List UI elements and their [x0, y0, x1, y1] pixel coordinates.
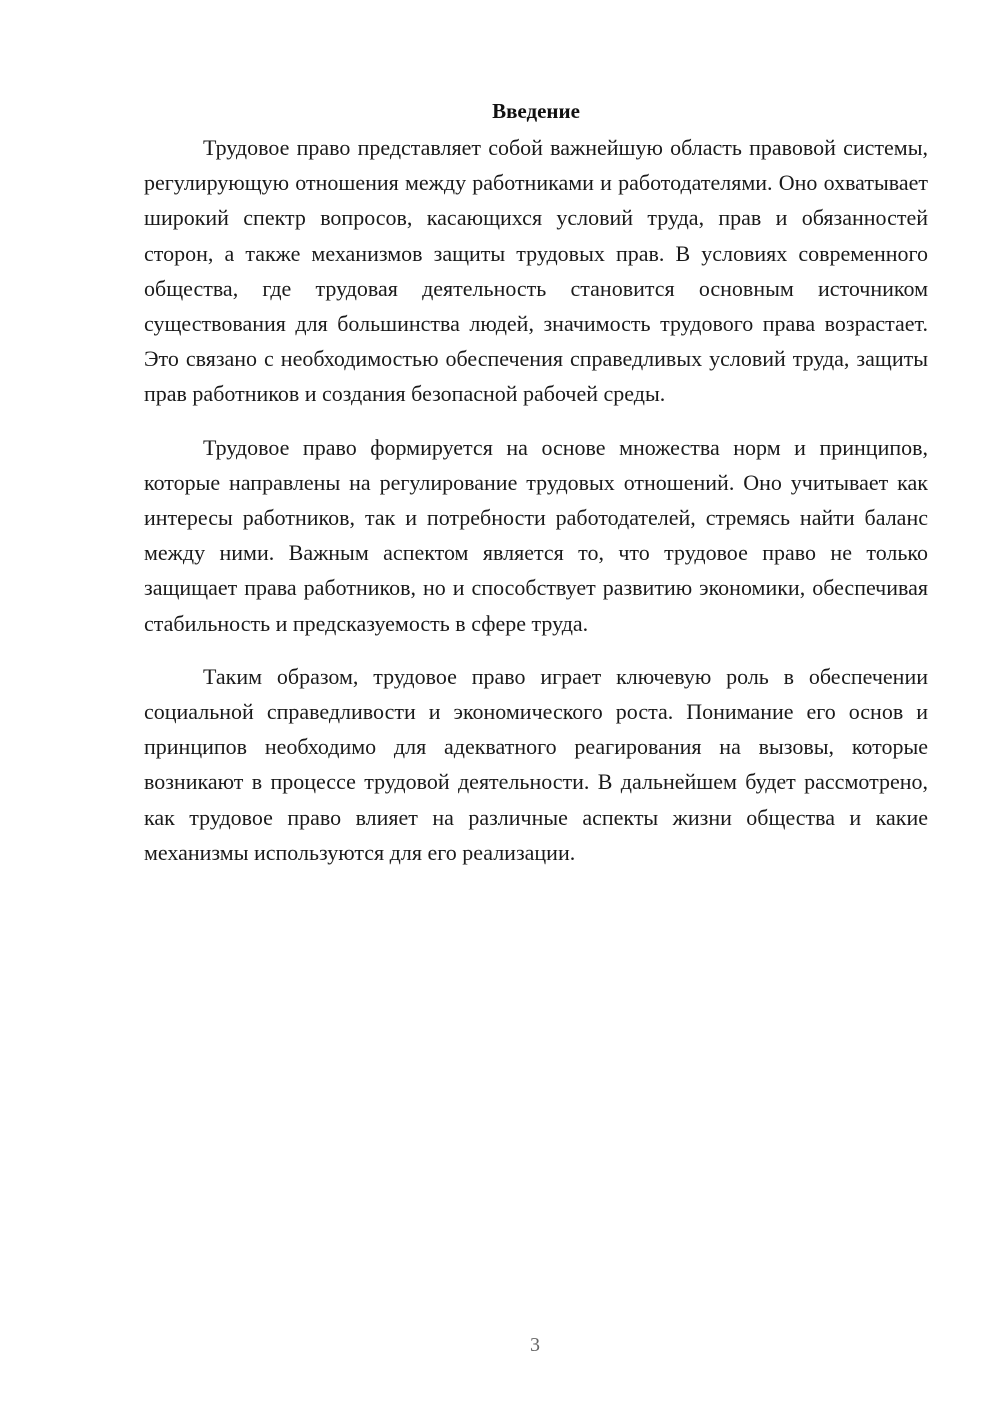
- paragraph-1: Трудовое право представляет собой важнейшую область правовой системы, регулирующую отношения между работниками и работодателями. Оно охватывает широкий спектр вопросов, касающихся условий труда, прав и обязанностей сторон, а также механизмов защиты трудовых прав. В условиях современного общества, где трудовая деятельность становится основным источником существования для большинства людей, значимость трудового права возрастает. Это связано с необходимостью обеспечения справедливых условий труда, защиты прав работников и создания безопасной рабочей среды.: [144, 135, 928, 407]
- paragraph-3: Таким образом, трудовое право играет ключевую роль в обеспечении социальной справедливости и экономического роста. Понимание его основ и принципов необходимо для адекватного реагирования на вызовы, которые возникают в процессе трудовой деятельности. В дальнейшем будет рассмотрено, как трудовое право влияет на различные аспекты жизни общества и какие механизмы используются для его реализации.: [144, 663, 928, 865]
- document-body: [144, 96, 928, 888]
- paragraph-2: Трудовое право формируется на основе множества норм и принципов, которые направлены на регулирование трудовых отношений. Оно учитывает как интересы работников, так и потребности работодателей, стремясь найти баланс между ними. Важным аспектом является то, что трудовое право не только защищает права работников, но и способствует развитию экономики, обеспечивая стабильность и предсказуемость в сфере труда.: [144, 434, 928, 636]
- page-number: 3: [530, 1334, 540, 1356]
- page-title: Введение: [492, 99, 580, 123]
